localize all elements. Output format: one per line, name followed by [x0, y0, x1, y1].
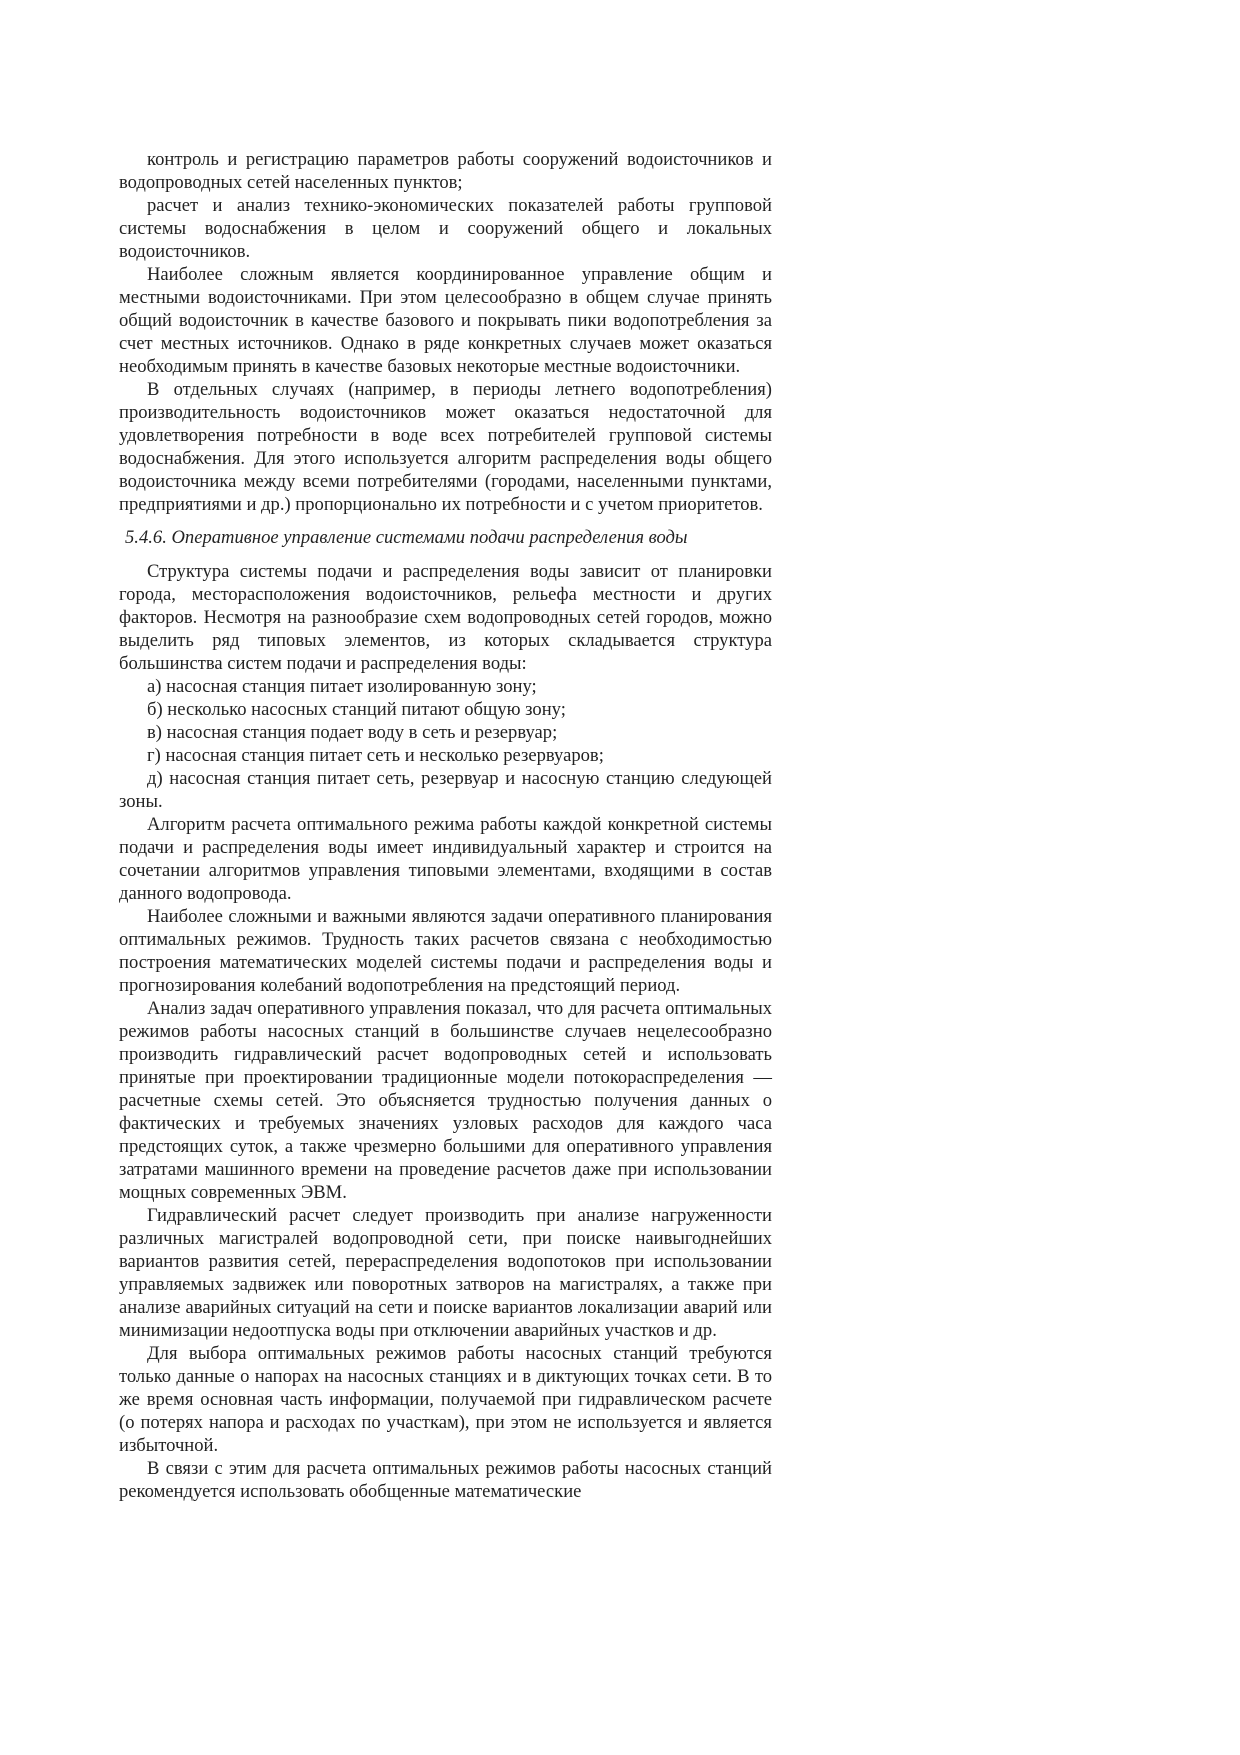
- list-item-a: а) насосная станция питает изолированную зону;: [147, 676, 537, 697]
- paragraph-structure: Структура системы подачи и распределения воды зависит от планировки города, месторасположения водоисточников, рельефа местности и других факторов. Несмотря на разнообразие схем водопроводных сетей городов, можно выделить ряд типовых элементов, из которых складывается структура большинства систем подачи и распределения воды:: [119, 561, 772, 674]
- paragraph-pump-modes: Для выбора оптимальных режимов работы насосных станций требуются только данные о напорах на насосных станциях и в диктующих точках сети. В то же время основная часть информации, получаемой при гидравлическом расчете (о потерях напора и расходах по участкам), при этом не используется и является избыточной.: [119, 1343, 772, 1456]
- paragraph-hydraulic: Гидравлический расчет следует производить при анализе нагруженности различных магистралей водопроводной сети, при поиске наивыгоднейших вариантов развития сетей, перераспределения водопотоков при использовании управляемых задвижек или поворотных затворов на магистралях, а также при анализе аварийных ситуаций на сети и поиске вариантов локализации аварий или минимизации недоотпуска воды при отключении аварийных участков и др.: [119, 1205, 772, 1341]
- list-item-v: в) насосная станция подает воду в сеть и резервуар;: [147, 722, 558, 743]
- list-item-d: д) насосная станция питает сеть, резервуар и насосную станцию следующей зоны.: [119, 768, 772, 812]
- document-page: [119, 148, 772, 1503]
- paragraph-economic-analysis: расчет и анализ технико-экономических показателей работы групповой системы водоснабжения в целом и сооружений общего и локальных водоисточников.: [119, 195, 772, 262]
- paragraph-planning: Наиболее сложными и важными являются задачи оперативного планирования оптимальных режимов. Трудность таких расчетов связана с необходимостью построения математических моделей системы подачи и распределения воды и прогнозирования колебаний водопотребления на предстоящий период.: [119, 906, 772, 996]
- paragraph-analysis: Анализ задач оперативного управления показал, что для расчета оптимальных режимов работы насосных станций в большинстве случаев нецелесообразно производить гидравлический расчет водопроводных сетей и использовать принятые при проектировании традиционные модели потокораспределения — расчетные схемы сетей. Это объясняется трудностью получения данных о фактических и требуемых значениях узловых расходов для каждого часа предстоящих суток, а также чрезмерно большими для оперативного управления затратами машинного времени на проведение расчетов даже при использовании мощных современных ЭВМ.: [119, 998, 772, 1203]
- list-item-b: б) несколько насосных станций питают общую зону;: [147, 699, 566, 720]
- paragraph-coordinated-control: Наиболее сложным является координированное управление общим и местными водоисточниками. При этом целесообразно в общем случае принять общий водоисточник в качестве базового и покрывать пики водопотребления за счет местных источников. Однако в ряде конкретных случаев может оказаться необходимым принять в качестве базовых некоторые местные водоисточники.: [119, 264, 772, 377]
- list-item-g: г) насосная станция питает сеть и несколько резервуаров;: [147, 745, 604, 766]
- paragraph-algorithm: Алгоритм расчета оптимального режима работы каждой конкретной системы подачи и распределения воды имеет индивидуальный характер и строится на сочетании алгоритмов управления типовыми элементами, входящими в состав данного водопровода.: [119, 814, 772, 904]
- paragraph-water-distribution: В отдельных случаях (например, в периоды летнего водопотребления) производительность водоисточников может оказаться недостаточной для удовлетворения потребности в воде всех потребителей групповой системы водоснабжения. Для этого используется алгоритм распределения воды общего водоисточника между всеми потребителями (городами, населенными пунктами, предприятиями и др.) пропорционально их потребности и с учетом приоритетов.: [119, 379, 772, 515]
- paragraph-monitoring: контроль и регистрацию параметров работы сооружений водоисточников и водопроводных сетей населенных пунктов;: [119, 149, 772, 193]
- paragraph-models: В связи с этим для расчета оптимальных режимов работы насосных станций рекомендуется использовать обобщенные математические: [119, 1458, 772, 1502]
- section-heading: 5.4.6. Оперативное управление системами подачи распределения воды: [125, 527, 688, 548]
